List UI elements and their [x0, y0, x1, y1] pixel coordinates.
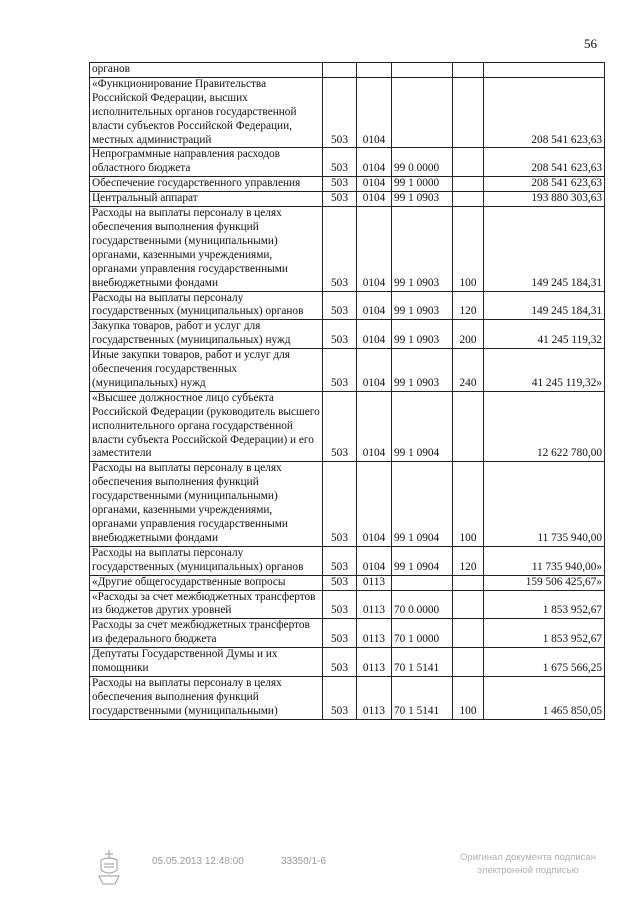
table-row — [90, 349, 605, 392]
target-article-cell: 99 1 0903 — [392, 207, 453, 291]
ministry-code-cell: 503 — [323, 320, 357, 349]
expense-type-cell: 120 — [453, 546, 484, 575]
target-article-cell: 99 1 0904 — [392, 462, 453, 546]
amount-cell: 149 245 184,31 — [484, 207, 605, 291]
table-row — [90, 619, 605, 648]
expense-type-cell — [453, 619, 484, 648]
expense-type-cell — [453, 590, 484, 619]
ministry-code-cell: 503 — [323, 462, 357, 546]
target-article-cell: 99 1 0903 — [392, 192, 453, 207]
expense-type-cell — [453, 391, 484, 462]
ministry-code-cell: 503 — [323, 575, 357, 590]
row-name-cell: «Функционирование Правительства Российской Федерации, высших исполнительных органов государственной власти субъектов Российской Федерации, местных администраций — [90, 77, 323, 148]
target-article-cell — [392, 63, 453, 78]
section-code-cell: 0104 — [357, 320, 392, 349]
section-code-cell: 0113 — [357, 648, 392, 677]
amount-cell: 208 541 623,63 — [484, 177, 605, 192]
amount-cell: 1 465 850,05 — [484, 676, 605, 719]
section-code-cell: 0104 — [357, 546, 392, 575]
expense-type-cell — [453, 192, 484, 207]
expense-type-cell — [453, 177, 484, 192]
table-row — [90, 391, 605, 462]
expense-type-cell: 100 — [453, 462, 484, 546]
ministry-code-cell: 503 — [323, 148, 357, 177]
target-article-cell: 99 1 0903 — [392, 320, 453, 349]
row-name-cell: «Расходы за счет межбюджетных трансфертов из бюджетов других уровней — [90, 590, 323, 619]
ministry-code-cell: 503 — [323, 391, 357, 462]
section-code-cell: 0104 — [357, 349, 392, 392]
ministry-code-cell: 503 — [323, 192, 357, 207]
ministry-code-cell — [323, 63, 357, 78]
target-article-cell: 99 1 0903 — [392, 349, 453, 392]
expense-type-cell: 100 — [453, 676, 484, 719]
section-code-cell: 0104 — [357, 207, 392, 291]
row-name-cell: Депутаты Государственной Думы и их помощники — [90, 648, 323, 677]
footer-date: 05.05.2013 12:48:00 — [152, 856, 244, 867]
table-row — [90, 207, 605, 291]
target-article-cell: 99 1 0904 — [392, 546, 453, 575]
ministry-code-cell: 503 — [323, 207, 357, 291]
amount-cell: 12 622 780,00 — [484, 391, 605, 462]
target-article-cell: 99 1 0903 — [392, 291, 453, 320]
signature-note-line2: электронной подписью — [477, 865, 579, 876]
amount-cell: 41 245 119,32» — [484, 349, 605, 392]
ministry-code-cell: 503 — [323, 291, 357, 320]
budget-table — [89, 62, 605, 720]
table-row — [90, 462, 605, 546]
row-name-cell: «Высшее должностное лицо субъекта Российской Федерации (руководитель высшего исполнительного органа государственной власти субъекта Российской Федерации) и его заместители — [90, 391, 323, 462]
amount-cell: 1 853 952,67 — [484, 590, 605, 619]
row-name-cell: Закупка товаров, работ и услуг для государственных (муниципальных) нужд — [90, 320, 323, 349]
table-row — [90, 590, 605, 619]
table-row — [90, 177, 605, 192]
ministry-code-cell: 503 — [323, 349, 357, 392]
table-row — [90, 63, 605, 78]
signature-note — [448, 851, 608, 877]
ministry-code-cell: 503 — [323, 177, 357, 192]
amount-cell: 11 735 940,00 — [484, 462, 605, 546]
footer-code: 33350/1-6 — [281, 856, 327, 867]
row-name-cell: Расходы на выплаты персоналу в целях обеспечения выполнения функций государственными (муниципальными) органами, казенными учреждениями, органами управления государственными внебюджетными фондами — [90, 462, 323, 546]
expense-type-cell: 200 — [453, 320, 484, 349]
row-name-cell: Расходы на выплаты персоналу в целях обеспечения выполнения функций государственными (муниципальными) органами, казенными учреждениями, органами управления государственными внебюджетными фондами — [90, 207, 323, 291]
page-number: 56 — [584, 36, 597, 51]
emblem-icon — [95, 846, 123, 888]
section-code-cell: 0104 — [357, 148, 392, 177]
signature-note-line1: Оригинал документа подписан — [460, 852, 596, 863]
amount-cell: 208 541 623,63 — [484, 77, 605, 148]
row-name-cell: Расходы за счет межбюджетных трансфертов из федерального бюджета — [90, 619, 323, 648]
amount-cell: 41 245 119,32 — [484, 320, 605, 349]
ministry-code-cell: 503 — [323, 77, 357, 148]
section-code-cell: 0113 — [357, 590, 392, 619]
amount-cell: 208 541 623,63 — [484, 148, 605, 177]
expense-type-cell — [453, 648, 484, 677]
table-row — [90, 676, 605, 719]
ministry-code-cell: 503 — [323, 590, 357, 619]
target-article-cell: 70 1 0000 — [392, 619, 453, 648]
target-article-cell: 99 0 0000 — [392, 148, 453, 177]
footer — [0, 846, 640, 896]
ministry-code-cell: 503 — [323, 676, 357, 719]
row-name-cell: Расходы на выплаты персоналу государственных (муниципальных) органов — [90, 546, 323, 575]
table-row — [90, 320, 605, 349]
section-code-cell: 0104 — [357, 77, 392, 148]
ministry-code-cell: 503 — [323, 648, 357, 677]
expense-type-cell: 120 — [453, 291, 484, 320]
amount-cell: 193 880 303,63 — [484, 192, 605, 207]
table-row — [90, 291, 605, 320]
amount-cell: 1 675 566,25 — [484, 648, 605, 677]
table-row — [90, 546, 605, 575]
expense-type-cell: 240 — [453, 349, 484, 392]
section-code-cell: 0104 — [357, 462, 392, 546]
section-code-cell — [357, 63, 392, 78]
section-code-cell: 0104 — [357, 291, 392, 320]
target-article-cell — [392, 575, 453, 590]
row-name-cell: Расходы на выплаты персоналу государственных (муниципальных) органов — [90, 291, 323, 320]
section-code-cell: 0113 — [357, 676, 392, 719]
target-article-cell: 70 1 5141 — [392, 676, 453, 719]
amount-cell: 149 245 184,31 — [484, 291, 605, 320]
section-code-cell: 0104 — [357, 391, 392, 462]
table-row — [90, 77, 605, 148]
expense-type-cell — [453, 148, 484, 177]
section-code-cell: 0113 — [357, 575, 392, 590]
amount-cell: 11 735 940,00» — [484, 546, 605, 575]
target-article-cell — [392, 77, 453, 148]
section-code-cell: 0104 — [357, 192, 392, 207]
row-name-cell: Обеспечение государственного управления — [90, 177, 323, 192]
ministry-code-cell: 503 — [323, 546, 357, 575]
target-article-cell: 99 1 0904 — [392, 391, 453, 462]
table-row — [90, 192, 605, 207]
row-name-cell: «Другие общегосударственные вопросы — [90, 575, 323, 590]
expense-type-cell — [453, 63, 484, 78]
row-name-cell: Расходы на выплаты персоналу в целях обеспечения выполнения функций государственными (муниципальными) — [90, 676, 323, 719]
table-row — [90, 575, 605, 590]
amount-cell: 1 853 952,67 — [484, 619, 605, 648]
amount-cell: 159 506 425,67» — [484, 575, 605, 590]
row-name-cell: Иные закупки товаров, работ и услуг для обеспечения государственных (муниципальных) нужд — [90, 349, 323, 392]
section-code-cell: 0113 — [357, 619, 392, 648]
expense-type-cell: 100 — [453, 207, 484, 291]
target-article-cell: 99 1 0000 — [392, 177, 453, 192]
amount-cell — [484, 63, 605, 78]
row-name-cell: Центральный аппарат — [90, 192, 323, 207]
target-article-cell: 70 1 5141 — [392, 648, 453, 677]
target-article-cell: 70 0 0000 — [392, 590, 453, 619]
section-code-cell: 0104 — [357, 177, 392, 192]
expense-type-cell — [453, 77, 484, 148]
row-name-cell: органов — [90, 63, 323, 78]
table-row — [90, 648, 605, 677]
expense-type-cell — [453, 575, 484, 590]
row-name-cell: Непрограммные направления расходов областного бюджета — [90, 148, 323, 177]
ministry-code-cell: 503 — [323, 619, 357, 648]
table-row — [90, 148, 605, 177]
